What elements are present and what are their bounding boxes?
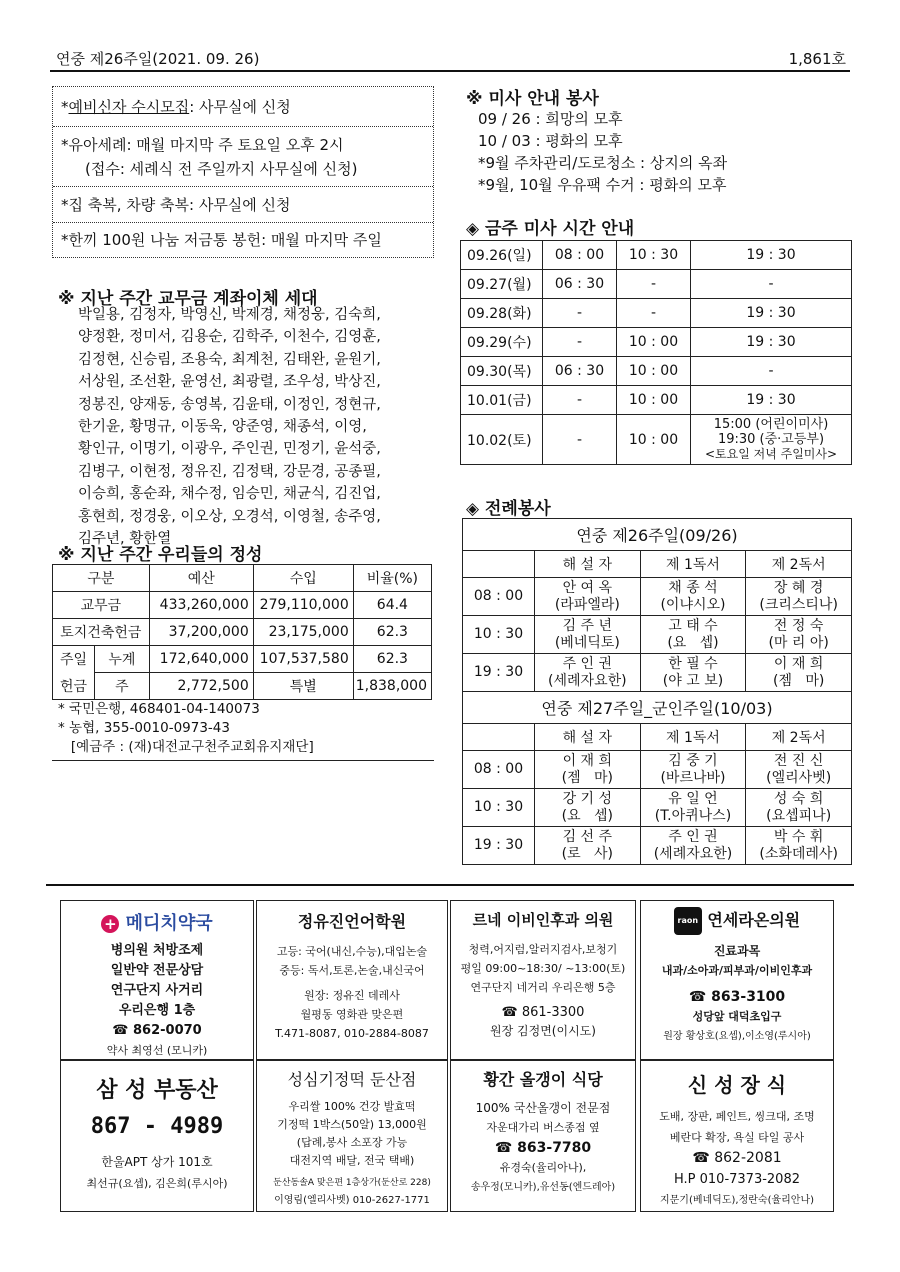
issue-number: 1,861호 xyxy=(788,50,846,68)
mass-duty-title: ※ 미사 안내 봉사 xyxy=(466,89,599,109)
notice-coin-bank: *한끼 100원 나눔 저금통 봉헌: 매월 마지막 주일 xyxy=(61,231,382,249)
bulletin-header xyxy=(50,46,850,72)
mass-duty-list xyxy=(478,108,727,196)
bank-accounts xyxy=(58,700,314,757)
issue-date: 연중 제26주일(2021. 09. 26) xyxy=(56,50,260,68)
table-row: 10.01(금) - 10 : 00 19 : 30 xyxy=(461,386,852,415)
week-caption: 연중 제27주일_군인주일(10/03) xyxy=(463,692,852,724)
table-row: 10 : 30 김 주 년 (베네딕토) 고 태 수 (요 셉) 전 정 숙 (마 리 아) xyxy=(463,616,852,654)
names-line: 서상원, 조선환, 윤영선, 최광렬, 조우성, 박상진, xyxy=(78,374,381,391)
names-line: 양정환, 정미서, 김용순, 김학주, 이천수, 김영훈, xyxy=(78,329,381,346)
table-row: 09.26(일) 08 : 00 10 : 30 19 : 30 xyxy=(461,241,852,270)
table-row: 주일 누계 172,640,000 107,537,580 62.3 xyxy=(53,646,432,673)
week-caption: 연중 제26주일(09/26) xyxy=(463,519,852,551)
table-row: 09.30(목) 06 : 30 10 : 00 - xyxy=(461,357,852,386)
bank-line: [예금주 : (재)대전교구천주교회유지재단] xyxy=(58,739,314,755)
duty-line: *9월, 10월 우유팩 수거 : 평화의 모후 xyxy=(478,176,727,194)
mass-times-table xyxy=(460,240,852,465)
table-row: 10.02(토) - 10 : 00 15:00 (어린이미사) 19:30 (중·고등부) <토요일 저녁 주일미사> xyxy=(461,415,852,465)
col-category: 구분 xyxy=(53,565,150,592)
ad-rice-cake: 성심기정떡 둔산점 우리쌀 100% 건강 발효떡 기정떡 1박스(50알) 13,000원 (답례,봉사 소포장 가능 대전지역 배달, 전국 택배) 둔산동솔A 맞은편 1층상가(둔산로 228) 이영림(엘리사벳) 010-2627-1771 xyxy=(256,1060,448,1212)
pharmacy-cross-icon: + xyxy=(101,915,119,933)
names-line: 김정현, 신승림, 조용숙, 최계천, 김태완, 윤원기, xyxy=(78,351,381,368)
ad-samsung-realty: 삼 성 부동산 867 - 4989 한울APT 상가 101호 최선규(요셉), 김은희(루시아) xyxy=(60,1060,254,1212)
ads-divider xyxy=(46,884,854,886)
names-line: 홍현희, 정경웅, 이오상, 오경석, 이영철, 송주영, xyxy=(78,508,381,525)
names-line: 황인규, 이명기, 이광우, 주인권, 민정기, 윤석중, xyxy=(78,441,381,458)
mass-times-title: ◈ 금주 미사 시간 안내 xyxy=(466,219,635,239)
names-line: 김주년, 황한열 xyxy=(78,531,172,548)
duty-line: *9월 주차관리/도로청소 : 상지의 옥좌 xyxy=(478,154,728,172)
table-row: 08 : 00 이 재 희 (젬 마) 김 중 기 (바르나바) 전 진 신 (엘리사벳) xyxy=(463,751,852,789)
names-line: 정봉진, 양재동, 송영복, 김윤태, 이정인, 정현규, xyxy=(78,396,381,413)
table-row: 교무금 433,260,000 279,110,000 64.4 xyxy=(53,592,432,619)
table-row: 19 : 30 김 선 주 (로 사) 주 인 권 (세례자요한) 박 수 휘 (소화데레사) xyxy=(463,827,852,865)
transfer-title: ※ 지난 주간 교무금 계좌이체 세대 xyxy=(58,289,318,309)
table-row: 10 : 30 강 기 성 (요 셉) 유 일 언 (T.아퀴나스) 성 숙 희 (요셉피나) xyxy=(463,789,852,827)
duty-line: 10 / 03 : 평화의 모후 xyxy=(478,132,623,150)
raon-logo-icon: raon xyxy=(674,907,702,935)
ad-shinsung-interior: 신 성 장 식 도배, 장판, 페인트, 씽크대, 조명 베란다 확장, 욕실 타일 공사 ☎ 862-2081 H.P 010-7373-2082 지문기(베네딕도),정란숙(율리안나) xyxy=(640,1060,834,1212)
liturgy-table: 연중 제26주일(09/26) 해 설 자 제 1독서 제 2독서 08 : 00 안 여 옥 (라파엘라) 채 종 석 (이냐시오) 장 혜 경 (크리스티나) 10 : 30 김 주 년 (베네딕토) 고 태 수 (요 셉) 전 정 숙 (마 리 아) 19 : 30 주 인 권 (세례자요한) 한 필 수 (야 고 보) 이 재 희 (젬 마) 연중 제27주일_군인주일(10/03) 해 설 자 제 1독서 제 2독서 08 : 00 이 재 희 (젬 마) 김 중 기 (바르나바) 전 진 신 (엘리사벳) 10 : 30 강 기 성 (요 셉) 유 일 언 (T.아퀴나스) 성 숙 희 (요셉피나) 19 : 30 김 선 주 (로 사) 주 인 권 (세례자요한) 박 수 휘 (소화데레사) xyxy=(462,518,852,865)
names-line: 한기윤, 황명규, 이동욱, 양준영, 채종석, 이영, xyxy=(78,419,367,436)
bank-line: * 농협, 355-0010-0973-43 xyxy=(58,720,230,736)
notice-catechumen: *예비신자 수시모집: 사무실에 신청 xyxy=(53,87,433,127)
names-line: 박일용, 김정자, 박영신, 박제경, 채정웅, 김숙희, xyxy=(78,307,381,323)
notice-infant-baptism: *유아세례: 매월 마지막 주 토요일 오후 2시 (접수: 세례식 전 주일까지 사무실에 신청) xyxy=(53,127,433,187)
offering-title: ※ 지난 주간 우리들의 정성 xyxy=(58,545,263,565)
table-row: 토지건축헌금 37,200,000 23,175,000 62.3 xyxy=(53,619,432,646)
table-row: 09.29(수) - 10 : 00 19 : 30 xyxy=(461,328,852,357)
names-line: 김병구, 이현정, 정유진, 김정택, 강문경, 공종필, xyxy=(78,463,381,480)
bank-line: * 국민은행, 468401-04-140073 xyxy=(58,701,260,717)
table-row: 헌금 주 2,772,500 특별 1,838,000 xyxy=(53,673,432,700)
notices-box xyxy=(52,86,434,258)
notice-blessing: *집 축복, 차량 축복: 사무실에 신청 xyxy=(53,187,433,223)
table-row: 09.27(월) 06 : 30 - - xyxy=(461,270,852,299)
ad-olgaengi-restaurant: 황간 올갱이 식당 100% 국산올갱이 전문점 자운대가리 버스종점 옆 ☎ 863-7780 유경숙(율리아나), 송우정(모니카),유선동(엔드레아) xyxy=(450,1060,636,1212)
ad-language-academy: 정유진언어학원 고등: 국어(내신,수능),대입논술 중등: 독서,토론,논술,내신국어 원장: 정유진 데레사 월평동 영화관 맞은편 T.471-8087, 010-2884-8087 xyxy=(256,900,448,1060)
offering-table xyxy=(52,564,432,700)
names-line: 이승희, 홍순좌, 채수정, 임승민, 채균식, 김진업, xyxy=(78,486,381,503)
ad-medici-pharmacy: + 메디치약국 병의원 처방조제 일반약 전문상담 연구단지 사거리 우리은행 1층 ☎ 862-0070 약사 최영선 (모니카) xyxy=(60,900,254,1060)
table-row: 19 : 30 주 인 권 (세례자요한) 한 필 수 (야 고 보) 이 재 희 (젬 마) xyxy=(463,654,852,692)
table-row: 09.28(화) - - 19 : 30 xyxy=(461,299,852,328)
col-ratio: 비율(%) xyxy=(353,565,431,592)
ad-ent-clinic: 르네 이비인후과 의원 청력,어지럼,알러지검사,보청기 평일 09:00~18:30/ ~13:00(토) 연구단지 네거리 우리은행 5층 ☎ 861-3300 원장 김정면(이시도) xyxy=(450,900,636,1060)
liturgy-title: ◈ 전례봉사 xyxy=(466,499,551,519)
ad-yonsei-raon-clinic: raon 연세라온의원 진료과목 내과/소아과/피부과/이비인후과 ☎ 863-3100 성당앞 대덕초입구 원장 황상호(요셉),이소영(루시아) xyxy=(640,900,834,1060)
table-row: 08 : 00 안 여 옥 (라파엘라) 채 종 석 (이냐시오) 장 혜 경 (크리스티나) xyxy=(463,578,852,616)
col-budget: 예산 xyxy=(149,565,253,592)
divider xyxy=(52,760,434,761)
duty-line: 09 / 26 : 희망의 모후 xyxy=(478,110,623,128)
col-income: 수입 xyxy=(253,565,353,592)
transfer-names xyxy=(78,304,438,550)
